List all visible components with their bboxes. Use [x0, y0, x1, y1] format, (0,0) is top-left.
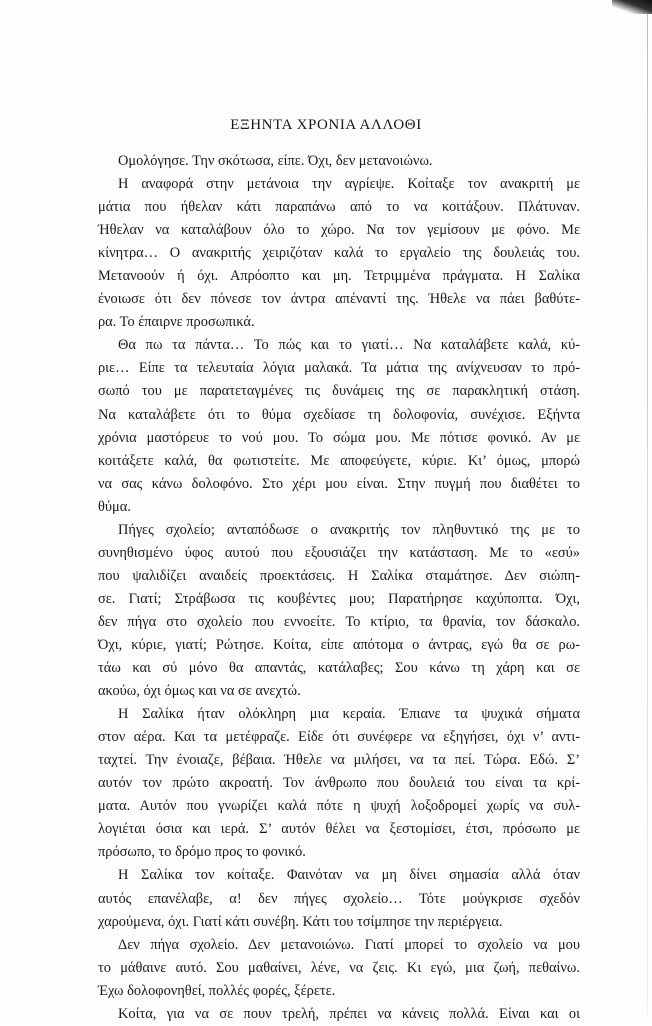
text-line: Η αναφορά στην μετάνοια την αγρίεψε. Κοίταξε τον ανακριτή με: [118, 176, 580, 193]
text-line: Ήθελαν να καταλάβουν όλο το χώρο. Να τον γεμίσουν με φόνο. Με: [98, 222, 580, 239]
text-line: λογιέται όσια και ιερά. Σ’ αυτόν θέλει να ξεστομίσει, έτσι, πρόσωπο με: [98, 821, 580, 838]
text-line: Δεν πήγα σχολείο. Δεν μετανοιώνω. Γιατί μπορεί το σχολείο να μου: [118, 936, 580, 953]
text-line: χρόνια μαστόρευε το νού μου. Το σώμα μου. Με πότισε φονικό. Αν με: [98, 429, 580, 446]
text-line: κίνητρα… Ο ανακριτής χειριζόταν καλά το εργαλείο της δουλειάς του.: [98, 245, 580, 262]
text-line: σωπό του με παρατεταγμένες τις δυνάμεις της σε παρακλητική στάση.: [98, 383, 580, 400]
text-line: Κοίτα, για να σε πουν τρελή, πρέπει να κάνεις πολλά. Είναι και οι: [118, 1005, 580, 1022]
text-line: Πήγες σχολείο; ανταπόδωσε ο ανακριτής τον πληθυντικό της με το: [118, 521, 580, 538]
text-line: θύμα.: [98, 498, 131, 515]
text-line: να σας κάνω δολοφόνο. Στο χέρι μου είναι. Στην πυγμή που διαθέτει το: [98, 475, 580, 492]
text-line: αυτός επανέλαβε, α! δεν πήγες σχολείο… Τότε μούγκρισε σχεδόν: [98, 890, 580, 907]
text-line: μάτια που ήθελαν κάτι παραπάνω από το να κοιτάξουν. Πλάτυναν.: [98, 199, 580, 216]
scan-corner-shadow: [612, 0, 652, 14]
text-line: ριε… Είπε τα τελευταία λόγια μαλακά. Τα μάτια της ανίχνευσαν το πρό-: [98, 360, 580, 377]
text-line: σε. Γιατί; Στράβωσα τις κουβέντες μου; Παρατήρησε καχύποπτα. Όχι,: [98, 590, 580, 607]
text-line: πρόσωπο, το δρόμο προς το φονικό.: [98, 844, 306, 861]
text-line: Έχω δολοφονηθεί, πολλές φορές, ξέρετε.: [98, 982, 336, 999]
text-line: Ομολόγησε. Την σκότωσα, είπε. Όχι, δεν μετανοιώνω.: [118, 153, 433, 169]
text-line: ταχτεί. Την ένοιαζε, βέβαια. Ήθελε να μιλήσει, να τα πεί. Τώρα. Εδώ. Σ’: [98, 752, 580, 769]
text-line: ματα. Αυτόν που γνωρίζει καλά πότε η ψυχή λοξοδρομεί χωρίς να συλ-: [98, 798, 580, 815]
text-line: Μετανοούν ή όχι. Απρόοπτο και μη. Τετριμμένα πράγματα. Η Σαλίκα: [98, 268, 580, 285]
text-line: στον αέρα. Και τα μετέφραζε. Είδε ότι συνέφερε να εξηγήσει, όχι ν’ αντι-: [98, 729, 580, 746]
text-line: ρα. Το έπαιρνε προσωπικά.: [98, 314, 255, 331]
chapter-title: ΕΞΗΝΤΑ ΧΡΟΝΙΑ ΑΛΛΟΘΙ: [230, 117, 422, 133]
text-line: το μάθαινε αυτό. Σου μαθαίνει, λένε, να ζεις. Κι εγώ, μια ζωή, πεθαίνω.: [98, 959, 580, 976]
text-line: Να καταλάβετε ότι το θύμα σχεδίασε τη δολοφονία, συνέχισε. Εξήντα: [98, 406, 580, 423]
text-line: Η Σαλίκα τον κοίταξε. Φαινόταν να μη δίνει σημασία αλλά όταν: [118, 867, 580, 884]
text-line: κοιτάξετε καλά, θα φωτιστείτε. Με αποφεύγετε, κύριε. Κι’ όμως, μπορώ: [98, 452, 580, 469]
text-line: ακούω, όχι όμως και να σε ανεχτώ.: [98, 683, 301, 700]
text-line: που ψαλιδίζει αναιδείς προεκτάσεις. Η Σαλίκα σταμάτησε. Δεν σιώπη-: [98, 567, 580, 584]
text-line: αυτόν τον πρώτο ακροατή. Τον άνθρωπο που δουλειά του είναι τα κρί-: [98, 775, 580, 792]
text-line: Θα πω τα πάντα… Το πώς και το γιατί… Να καταλάβετε καλά, κύ-: [118, 337, 580, 354]
text-line: Όχι, κύριε, γιατί; Ρώτησε. Κοίτα, είπε απότομα ο άντρας, εγώ θα σε ρω-: [98, 636, 580, 653]
text-line: χαρούμενα, όχι. Γιατί κάτι συνέβη. Κάτι του τσίμπησε την περιέργεια.: [98, 913, 503, 930]
text-line: Η Σαλίκα ήταν ολόκληρη μια κεραία. Έπιανε τα ψυχικά σήματα: [118, 706, 580, 723]
text-line: τάω και σύ μόνο θα απαντάς, κατάλαβες; Σου κάνω τη χάρη και σε: [98, 660, 580, 677]
text-line: συνηθισμένο ύφος αυτού που εξουσιάζει την κατάσταση. Με το «εσύ»: [98, 544, 580, 561]
text-line: δεν πήγα στο σχολείο που εννοείτε. Το κτίριο, τα θρανία, τον δάσκαλο.: [98, 613, 580, 630]
text-line: ένοιωσε ότι δεν πόνεσε τον άντρα απέναντί της. Ήθελε να πάει βαθύτε-: [98, 291, 580, 308]
scan-edge: [647, 14, 648, 1014]
body-text: [98, 150, 580, 1026]
